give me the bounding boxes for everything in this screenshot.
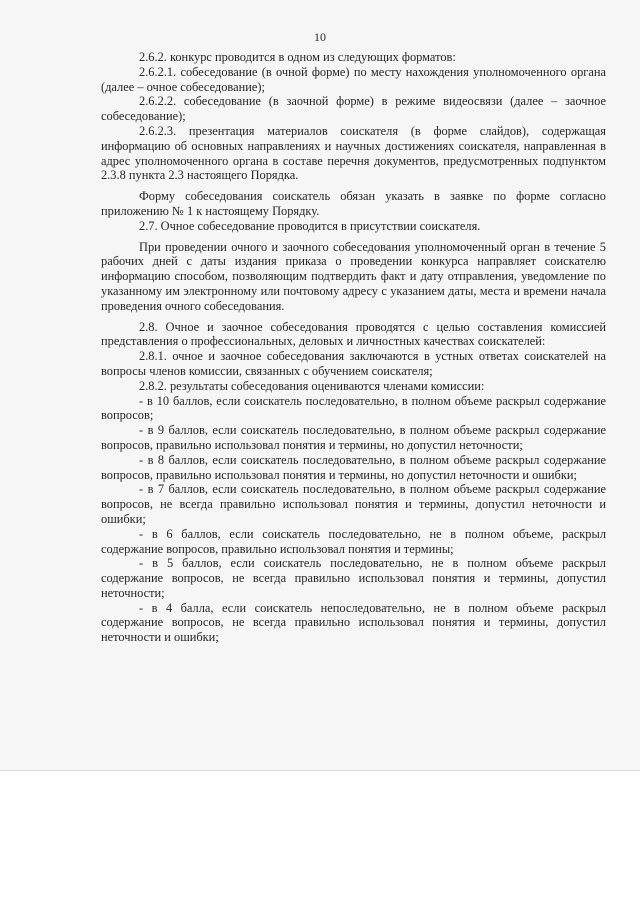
score-7-item: - в 7 баллов, если соискатель последовательно, в полном объеме раскрыл содержание вопросов, не всегда правильно использовал понятия и термины, допустил неточности и ошибки; bbox=[101, 482, 606, 526]
score-5-item: - в 5 баллов, если соискатель последовательно, не в полном объеме раскрыл содержание вопросов, не всегда правильно использовал понятия и термины, допустил неточности; bbox=[101, 556, 606, 600]
notification-paragraph: При проведении очного и заочного собеседования уполномоченный орган в течение 5 рабочих дней с даты издания приказа о проведении конкурса направляет соискателю информацию способом, позволяющим подтвердить факт и дату отправления, уведомление по указанному им электронному или почтовому адресу с указанием даты, места и времени начала проведения очного собеседования. bbox=[101, 239, 606, 313]
score-4-item: - в 4 балла, если соискатель непоследовательно, не в полном объеме раскрыл содержание вопросов, не всегда правильно использовал понятия и термины, допустил неточности и ошибки; bbox=[101, 600, 606, 645]
clause-2-8: 2.8. Очное и заочное собеседования проводятся с целью составления комиссией представления о профессиональных, деловых и личностных качествах соискателей: bbox=[101, 319, 606, 349]
page-number: 10 bbox=[314, 30, 326, 44]
score-8-item: - в 8 баллов, если соискатель последовательно, в полном объеме раскрыл содержание вопросов, правильно использовал понятия и термины, но допустил неточности и ошибки; bbox=[101, 452, 606, 482]
clause-2-6-2: 2.6.2. конкурс проводится в одном из следующих форматов: bbox=[139, 50, 456, 64]
clause-2-6-2-1: 2.6.2.1. собеседование (в очной форме) по месту нахождения уполномоченного органа (далее – очное собеседование); bbox=[101, 64, 606, 94]
clause-2-8-1: 2.8.1. очное и заочное собеседования заключаются в устных ответах соискателей на вопросы членов комиссии, связанных с обучением соискателя; bbox=[101, 349, 606, 378]
document-body bbox=[101, 50, 606, 645]
clause-2-7: 2.7. Очное собеседование проводится в присутствии соискателя. bbox=[139, 218, 481, 233]
interview-form-paragraph: Форму собеседования соискатель обязан указать в заявке по форме согласно приложению № 1 к настоящему Порядку. bbox=[101, 189, 606, 218]
score-9-item: - в 9 баллов, если соискатель последовательно, в полном объеме раскрыл содержание вопросов, правильно использовал понятия и термины, но допустил неточности; bbox=[101, 423, 606, 452]
score-10-item: - в 10 баллов, если соискатель последовательно, в полном объеме раскрыл содержание вопросов; bbox=[101, 393, 606, 423]
clause-2-6-2-3: 2.6.2.3. презентация материалов соискателя (в форме слайдов), содержащая информацию об основных направлениях и научных достижениях соискателя, направленная в адрес уполномоченного органа в составе перечня документов, предусмотренных подпунктом 2.3.8 пункта 2.3 настоящего Порядка. bbox=[101, 123, 606, 183]
clause-2-8-2: 2.8.2. результаты собеседования оцениваются членами комиссии: bbox=[139, 378, 485, 393]
score-6-item: - в 6 баллов, если соискатель последовательно, не в полном объеме, раскрыл содержание вопросов, правильно использовал понятия и термины; bbox=[101, 526, 606, 556]
clause-2-6-2-2: 2.6.2.2. собеседование (в заочной форме) в режиме видеосвязи (далее – заочное собеседование); bbox=[101, 94, 606, 124]
